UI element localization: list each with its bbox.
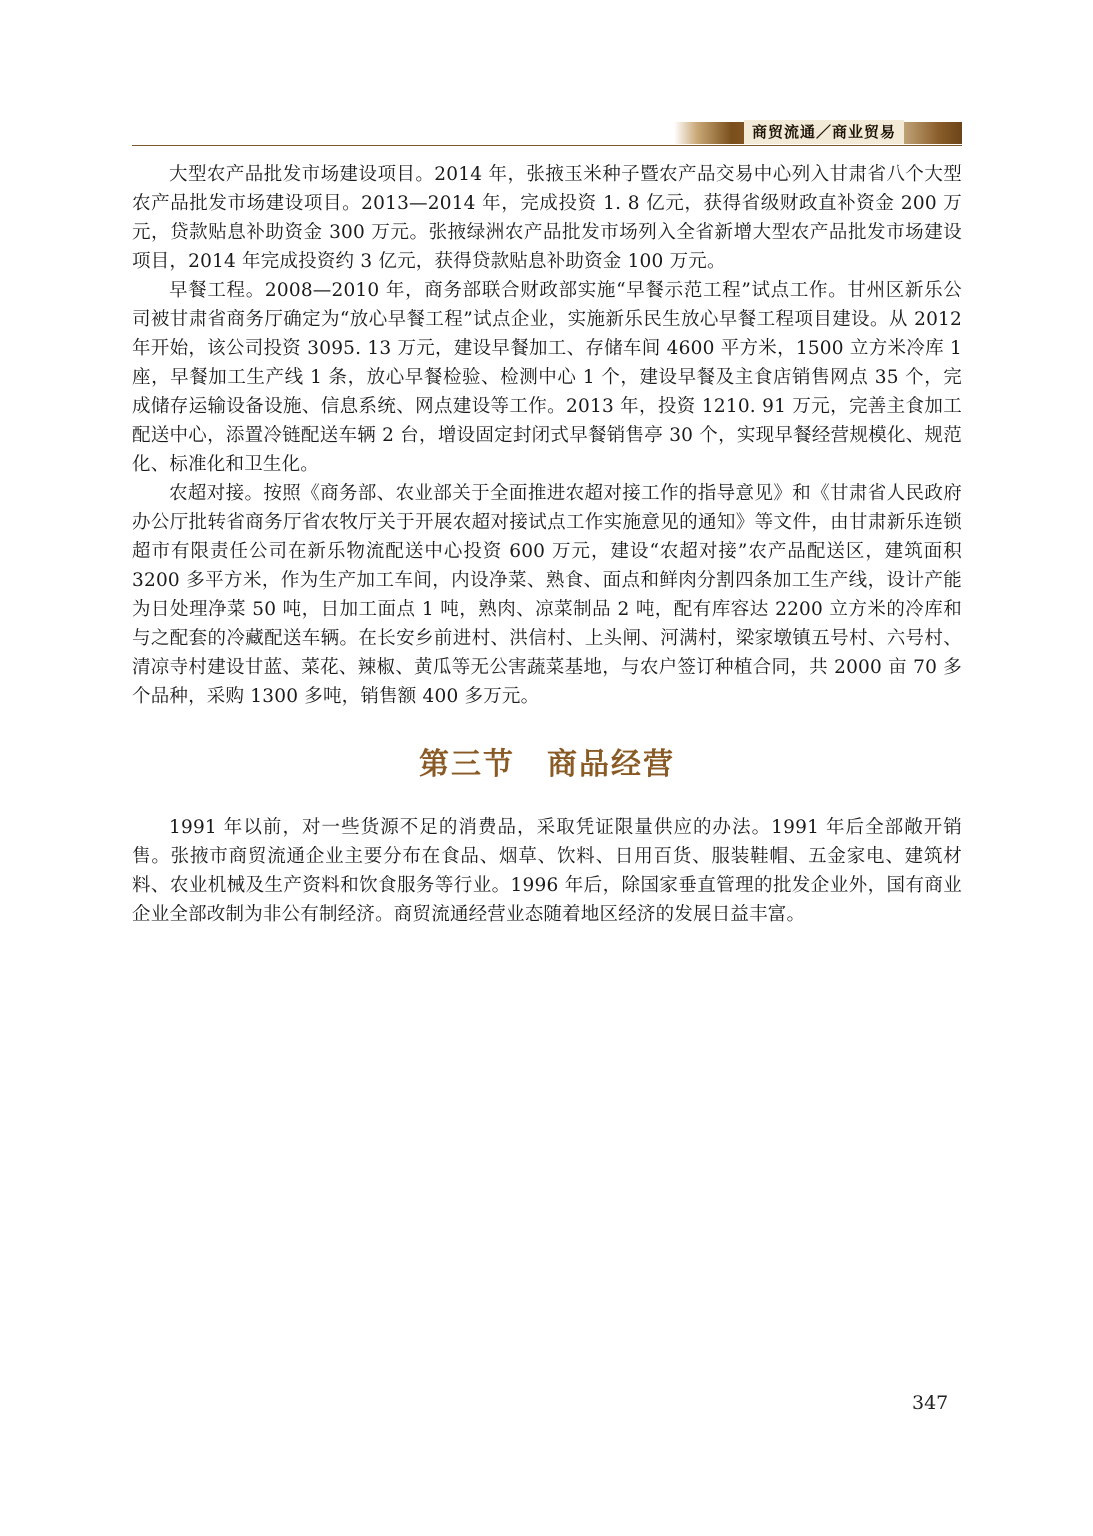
paragraph-commodity-operation: 1991 年以前，对一些货源不足的消费品，采取凭证限量供应的办法。1991 年后全部敞开销售。张掖市商贸流通企业主要分布在食品、烟草、饮料、日用百货、服装鞋帽、五金家电、建筑材料、农业机械及生产资料和饮食服务等行业。1996 年后，除国家垂直管理的批发企业外，国有商业企业全部改制为非公有制经济。商贸流通经营业态随着地区经济的发展日益丰富。 bbox=[132, 817, 962, 925]
running-header bbox=[132, 120, 962, 146]
section-heading: 第三节 商品经营 bbox=[419, 747, 675, 782]
paragraph-breakfast-project: 早餐工程。2008—2010 年，商务部联合财政部实施“早餐示范工程”试点工作。甘州区新乐公司被甘肃省商务厅确定为“放心早餐工程”试点企业，实施新乐民生放心早餐工程项目建设。从 2012 年开始，该公司投资 3095. 13 万元，建设早餐加工、存储车间 4600 平方米，1500 立方米冷库 1 座，早餐加工生产线 1 条，放心早餐检验、检测中心 1 个，建设早餐及主食店销售网点 35 个，完成储存运输设备设施、信息系统、网点建设等工作。2013 年，投资 1210. 91 万元，完善主食加工配送中心，添置冷链配送车辆 2 台，增设固定封闭式早餐销售亭 30 个，实现早餐经营规模化、规范化、标准化和卫生化。 bbox=[132, 280, 962, 475]
page-number: 347 bbox=[912, 1392, 949, 1414]
header-rule bbox=[132, 145, 962, 146]
paragraph-farm-supermarket: 农超对接。按照《商务部、农业部关于全面推进农超对接工作的指导意见》和《甘肃省人民政府办公厅批转省商务厅省农牧厅关于开展农超对接试点工作实施意见的通知》等文件，由甘肃新乐连锁超市有限责任公司在新乐物流配送中心投资 600 万元，建设“农超对接”农产品配送区，建筑面积 3200 多平方米，作为生产加工车间，内设净菜、熟食、面点和鲜肉分割四条加工生产线，设计产能为日处理净菜 50 吨，日加工面点 1 吨，熟肉、凉菜制品 2 吨，配有库容达 2200 立方米的冷库和与之配套的冷藏配送车辆。在长安乡前进村、洪信村、上头闸、河满村，梁家墩镇五号村、六号村、清凉寺村建设甘蓝、菜花、辣椒、黄瓜等无公害蔬菜基地，与农户签订种植合同，共 2000 亩 70 多个品种，采购 1300 多吨，销售额 400 多万元。 bbox=[132, 483, 962, 707]
paragraph-wholesale-markets: 大型农产品批发市场建设项目。2014 年，张掖玉米种子暨农产品交易中心列入甘肃省八个大型农产品批发市场建设项目。2013—2014 年，完成投资 1. 8 亿元，获得省级财政直补资金 200 万元，贷款贴息补助资金 300 万元。张掖绿洲农产品批发市场列入全省新增大型农产品批发市场建设项目，2014 年完成投资约 3 亿元，获得贷款贴息补助资金 100 万元。 bbox=[132, 164, 962, 272]
page-body bbox=[132, 160, 962, 929]
running-header-title: 商贸流通／商业贸易 bbox=[744, 120, 904, 144]
